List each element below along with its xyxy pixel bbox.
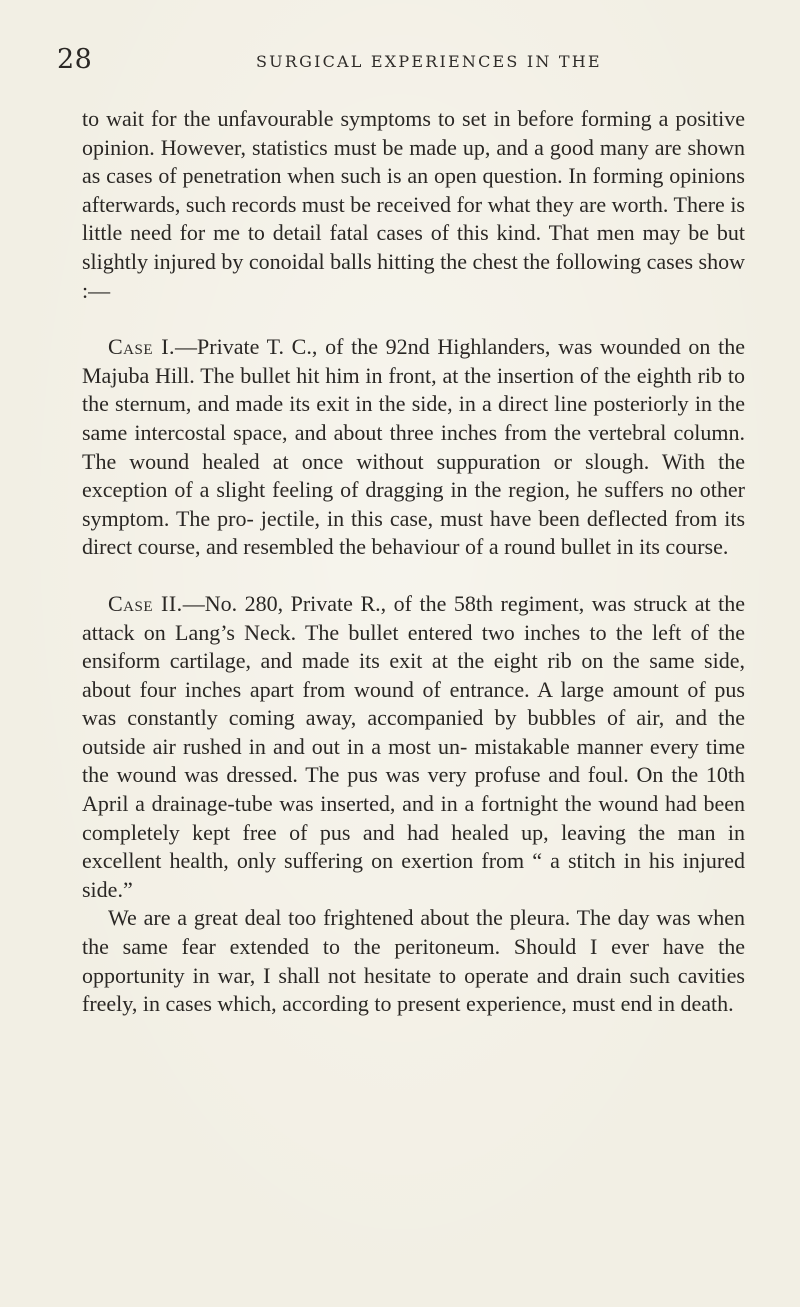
paragraph-gap [82, 562, 745, 590]
case-two-label: Case II. [108, 590, 183, 616]
case-one-paragraph [82, 333, 745, 562]
case-one-label: Case I. [108, 334, 176, 360]
case-two-paragraph [82, 590, 745, 905]
running-head: SURGICAL EXPERIENCES IN THE [256, 52, 602, 71]
page-header [0, 44, 800, 84]
paragraph-gap [82, 305, 745, 333]
closing-paragraph: We are a great deal too frightened about the pleura. The day was when the same fear extended to the peritoneum. Should I ever have the opportunity in war, I shall not hesitate to operate and drain such cavities freely, in cases which, according to present experience, must end in death. [82, 905, 745, 1017]
body-text [82, 105, 745, 1019]
case-one-text: —Private T. C., of the 92nd Highlanders, was wounded on the Majuba Hill. The bullet hit him in front, at the insertion of the eighth rib to the sternum, and made its exit in the side, in a direct line posteriorly in the same intercostal space, and about three inches from the vertebral column. The wound healed at once without suppuration or slough. With the exception of a slight feeling of dragging in the region, he suffers no other symptom. The pro- jectile, in this case, must have been deflected from its direct course, and resembled the behaviour of a round bullet in its course. [82, 334, 745, 560]
case-two-text: —No. 280, Private R., of the 58th regiment, was struck at the attack on Lang’s Neck. The bullet entered two inches to the left of the ensiform cartilage, and made its exit at the eight rib on the same side, about four inches apart from wound of entrance. A large amount of pus was constantly coming away, accompanied by bubbles of air, and the outside air rushed in and out in a most un- mistakable manner every time the wound was dressed. The pus was very profuse and foul. On the 10th April a drainage-tube was inserted, and in a fortnight the wound had been completely kept free of pus and had healed up, leaving the man in excellent health, only suffering on exertion from “ a stitch in his injured side.” [82, 590, 745, 902]
page-number: 28 [57, 44, 93, 75]
intro-paragraph: to wait for the unfavourable symptoms to set in before forming a positive opinion. However, statistics must be made up, and a good many are shown as cases of penetration when such is an open question. In forming opinions afterwards, such records must be received for what they are worth. There is little need for me to detail fatal cases of this kind. That men may be but slightly injured by conoidal balls hitting the chest the following cases show :— [82, 106, 745, 303]
